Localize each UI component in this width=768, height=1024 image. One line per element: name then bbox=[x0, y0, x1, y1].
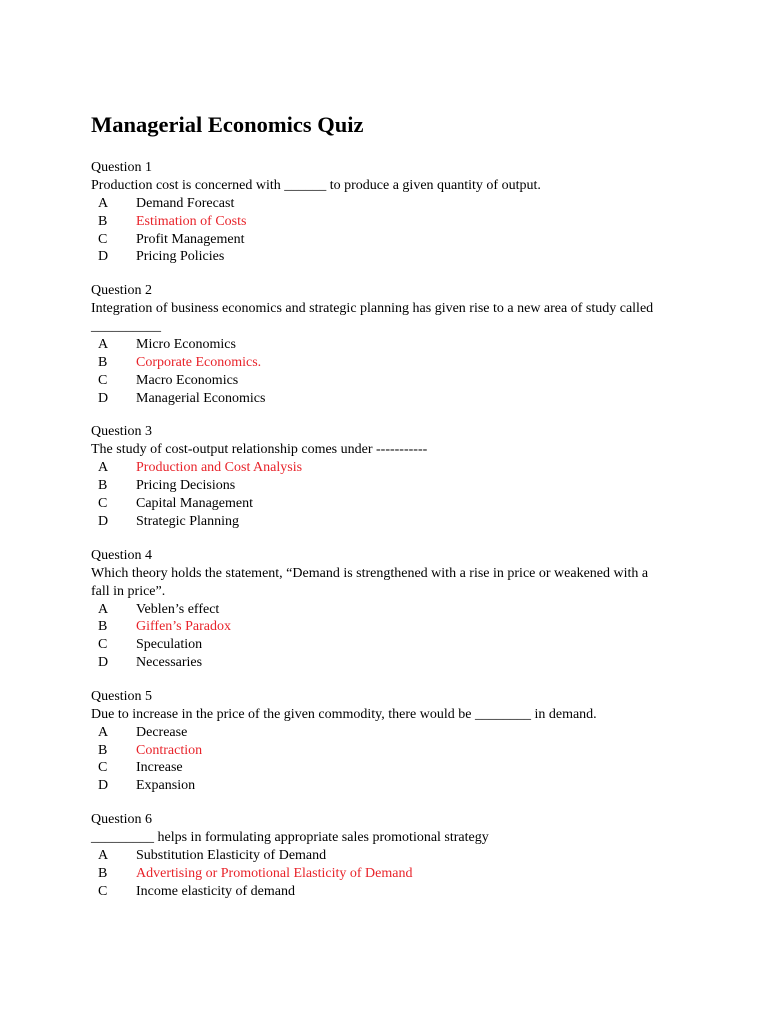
question-label: Question 3 bbox=[91, 424, 153, 440]
option bbox=[91, 390, 708, 408]
question-text: Due to increase in the price of the given commodity, there would be ________ in demand. bbox=[91, 706, 597, 722]
option-letter: B bbox=[98, 619, 108, 635]
question-1 bbox=[91, 159, 708, 266]
option bbox=[91, 336, 708, 354]
option-text: Decrease bbox=[136, 724, 188, 740]
option-letter: A bbox=[98, 724, 109, 740]
question-5 bbox=[91, 688, 708, 795]
option-text: Increase bbox=[136, 760, 183, 776]
option bbox=[91, 195, 708, 213]
option-letter: A bbox=[98, 601, 109, 617]
option-text: Micro Economics bbox=[136, 337, 236, 353]
option-text: Estimation of Costs bbox=[136, 213, 247, 229]
document-title: Managerial Economics Quiz bbox=[91, 112, 364, 137]
question-label: Question 5 bbox=[91, 688, 153, 704]
option-letter: B bbox=[98, 354, 108, 370]
option-text: Income elasticity of demand bbox=[136, 883, 295, 899]
option-letter: B bbox=[98, 213, 108, 229]
option-correct bbox=[91, 618, 708, 636]
option bbox=[91, 724, 708, 742]
question-label: Question 4 bbox=[91, 547, 153, 563]
option-letter: C bbox=[98, 372, 108, 388]
option-text: Strategic Planning bbox=[136, 513, 240, 529]
option-correct bbox=[91, 213, 708, 231]
question-text: Production cost is concerned with ______ to produce a given quantity of output. bbox=[91, 178, 541, 193]
option-letter: A bbox=[98, 460, 109, 476]
question-text: Which theory holds the statement, “Demand is strengthened with a rise in price or weakened with a fall in price”. bbox=[91, 565, 649, 599]
option-text: Contraction bbox=[136, 742, 203, 758]
option-text: Expansion bbox=[136, 778, 196, 794]
option bbox=[91, 847, 708, 865]
option-letter: B bbox=[98, 865, 108, 881]
option-text: Substitution Elasticity of Demand bbox=[136, 847, 327, 863]
option-letter: C bbox=[98, 637, 108, 653]
option-correct bbox=[91, 742, 708, 760]
option-text: Advertising or Promotional Elasticity of Demand bbox=[136, 865, 413, 881]
option-text: Giffen’s Paradox bbox=[136, 619, 231, 635]
option-letter: D bbox=[98, 249, 109, 265]
option bbox=[91, 372, 708, 390]
option bbox=[91, 231, 708, 249]
option bbox=[91, 248, 708, 266]
option-letter: B bbox=[98, 742, 108, 758]
option bbox=[91, 495, 708, 513]
option-letter: D bbox=[98, 513, 109, 529]
question-label: Question 2 bbox=[91, 283, 153, 299]
option-letter: A bbox=[98, 196, 109, 211]
option bbox=[91, 883, 708, 901]
option-letter: B bbox=[98, 478, 108, 494]
option-text: Managerial Economics bbox=[136, 390, 266, 406]
option-text: Production and Cost Analysis bbox=[136, 460, 303, 476]
option-correct bbox=[91, 459, 708, 477]
question-text: Integration of business economics and strategic planning has given rise to a new area of study called __________ bbox=[91, 301, 654, 335]
option-text: Pricing Policies bbox=[136, 249, 225, 265]
option-text: Profit Management bbox=[136, 231, 245, 247]
question-list bbox=[91, 159, 708, 900]
option-correct bbox=[91, 354, 708, 372]
option-text: Pricing Decisions bbox=[136, 478, 236, 494]
question-text: The study of cost-output relationship comes under ----------- bbox=[91, 442, 428, 458]
option-letter: C bbox=[98, 495, 108, 511]
option-letter: C bbox=[98, 231, 108, 247]
option-text: Demand Forecast bbox=[136, 196, 235, 211]
option-letter: C bbox=[98, 760, 108, 776]
option-correct bbox=[91, 865, 708, 883]
option-text: Speculation bbox=[136, 637, 203, 653]
question-4 bbox=[91, 547, 708, 672]
option bbox=[91, 513, 708, 531]
question-6 bbox=[91, 811, 708, 900]
question-label: Question 6 bbox=[91, 811, 153, 827]
option bbox=[91, 601, 708, 619]
question-text: _________ helps in formulating appropriate sales promotional strategy bbox=[91, 829, 489, 845]
option-text: Macro Economics bbox=[136, 372, 239, 388]
option-letter: D bbox=[98, 654, 109, 670]
option-letter: D bbox=[98, 778, 109, 794]
option-text: Capital Management bbox=[136, 495, 254, 511]
question-label: Question 1 bbox=[91, 160, 153, 175]
option bbox=[91, 759, 708, 777]
option bbox=[91, 654, 708, 672]
option-letter: A bbox=[98, 847, 109, 863]
option-text: Veblen’s effect bbox=[136, 601, 220, 617]
option-text: Necessaries bbox=[136, 654, 203, 670]
option bbox=[91, 477, 708, 495]
option-letter: D bbox=[98, 390, 109, 406]
question-3 bbox=[91, 423, 708, 530]
option bbox=[91, 636, 708, 654]
option bbox=[91, 777, 708, 795]
question-2 bbox=[91, 282, 708, 407]
option-letter: A bbox=[98, 337, 109, 353]
option-letter: C bbox=[98, 883, 108, 899]
option-text: Corporate Economics. bbox=[136, 354, 262, 370]
